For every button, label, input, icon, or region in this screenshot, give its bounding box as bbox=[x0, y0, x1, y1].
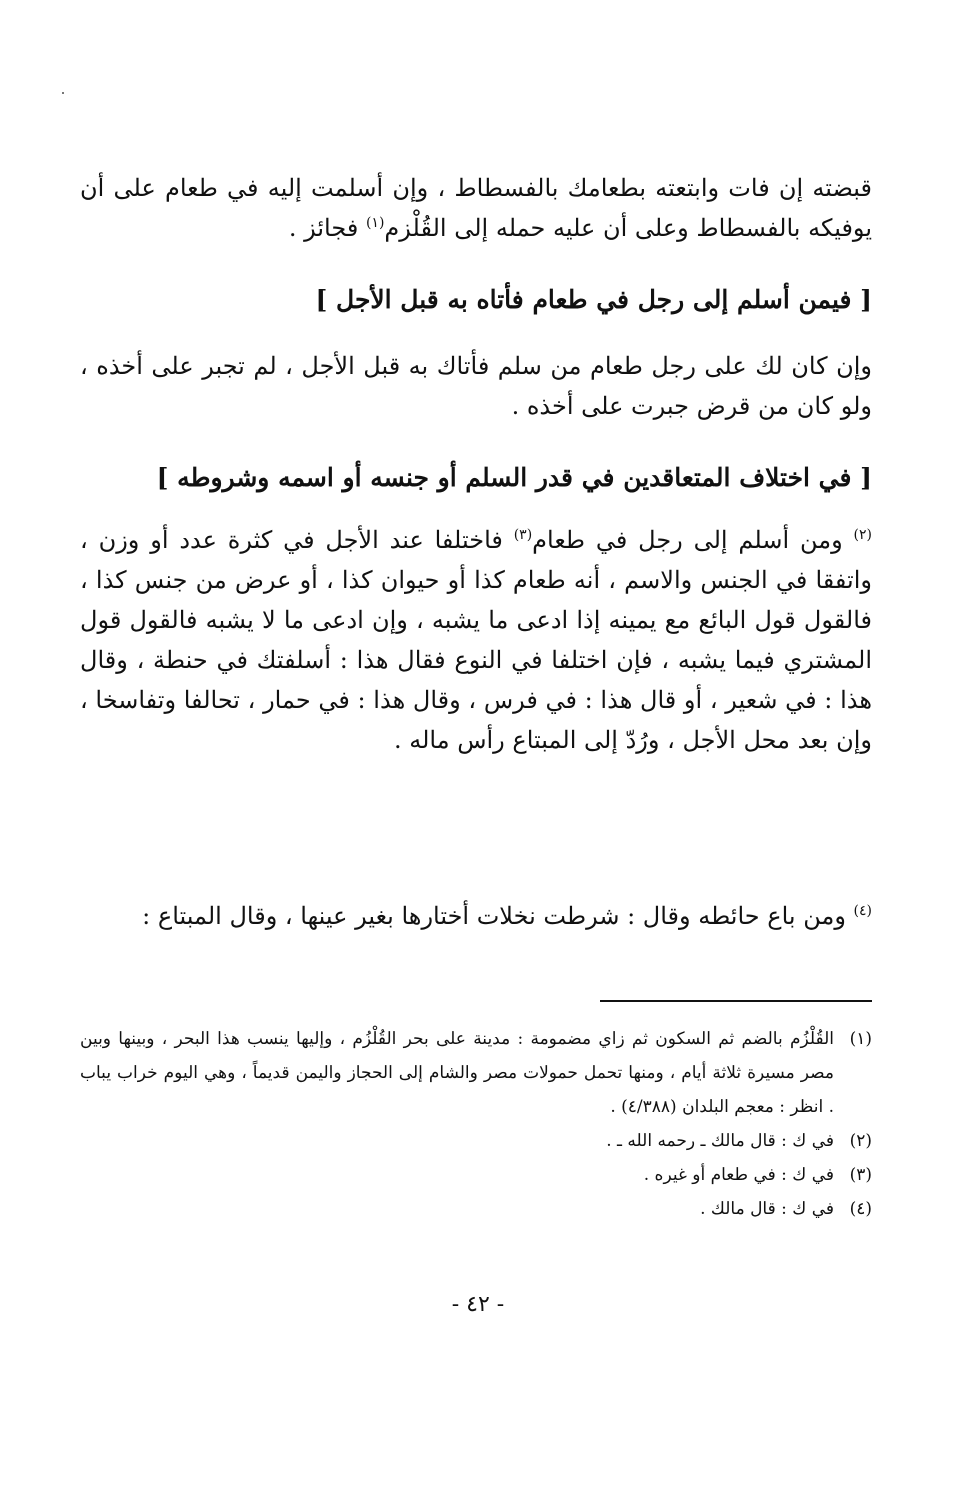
page-number: - ٤٢ - bbox=[451, 1292, 505, 1317]
paragraph-3-text-a: ومن أسلم إلى رجل في طعام bbox=[532, 526, 854, 554]
paragraph-1-end: فجائز . bbox=[288, 214, 366, 242]
scan-speck bbox=[62, 92, 64, 94]
footnote-2 bbox=[80, 1124, 872, 1158]
section-heading-1: [ فيمن أسلم إلى رجل في طعام فأتاه به قبل الأجل ] bbox=[315, 285, 872, 314]
footnote-number: (٤) bbox=[849, 1199, 872, 1219]
footnote-ref-1: (١) bbox=[365, 215, 385, 231]
footnote-text: في ك : قال مالك . bbox=[700, 1199, 834, 1219]
paragraph-1-text: قبضته إن فات وابتعته بطعامك بالفسطاط ، وإن أسلمت إليه في طعام على أن يوفيكه بالفسطاط وعلى أن عليه حمله إلى القُلْزم bbox=[80, 174, 872, 242]
footnote-ref-4: (٤) bbox=[853, 903, 872, 919]
paragraph-3 bbox=[80, 520, 872, 760]
footnote-text: القُلْزُم بالضم ثم السكون ثم زاي مضمومة : مدينة على بحر القُلْزُم ، وإليها ينسب هذا البحر ، وبينها وبين مصر مسيرة ثلاثة أيام ، ومنها تحمل حمولات مصر والشام إلى الحجاز واليمن قديماً ، وهي اليوم خراب يباب . انظر : معجم البلدان (٤/٣٨٨) . bbox=[80, 1029, 834, 1117]
footnote-separator bbox=[600, 1000, 872, 1002]
footnote-1 bbox=[80, 1022, 872, 1124]
paragraph-2-text: وإن كان لك على رجل طعام من سلم فأتاك به قبل الأجل ، لم تجبر على أخذه ، ولو كان من قرض جبرت على أخذه . bbox=[80, 352, 872, 420]
section-heading-2: [ في اختلاف المتعاقدين في قدر السلم أو جنسه أو اسمه وشروطه ] bbox=[156, 463, 872, 492]
footnote-ref-3: (٣) bbox=[513, 527, 533, 543]
footnote-number: (٢) bbox=[849, 1131, 872, 1151]
paragraph-4 bbox=[80, 896, 872, 936]
paragraph-1 bbox=[80, 168, 872, 248]
footnote-text: في ك : في طعام أو غيره . bbox=[643, 1165, 834, 1185]
paragraph-2 bbox=[80, 346, 872, 426]
footnote-text: في ك : قال مالك ـ رحمه الله ـ . bbox=[606, 1131, 834, 1151]
footnotes bbox=[80, 1022, 872, 1226]
paragraph-4-text: ومن باع حائطه وقال : شرطت نخلات أختارها بغير عينها ، وقال المبتاع : bbox=[142, 902, 854, 930]
footnote-ref-2: (٢) bbox=[853, 527, 872, 543]
footnote-number: (٣) bbox=[849, 1165, 872, 1185]
paragraph-3-text-b: فاختلفا عند الأجل في كثرة عدد أو وزن ، واتفقا في الجنس والاسم ، أنه طعام كذا أو حيوان كذا ، أو عرض من جنس كذا ، فالقول قول البائع مع يمينه إذا ادعى ما يشبه ، وإن ادعى ما لا يشبه فالقول قول المشتري فيما يشبه ، فإن اختلفا في النوع فقال هذا : أسلفتك في حنطة ، وقال هذا : في شعير ، أو قال هذا : في فرس ، وقال هذا : في حمار ، تحالفا وتفاسخا ، وإن بعد محل الأجل ، ورُدّ إلى المبتاع رأس ماله . bbox=[80, 526, 872, 754]
footnote-4 bbox=[80, 1192, 872, 1226]
footnote-3 bbox=[80, 1158, 872, 1192]
footnote-number: (١) bbox=[849, 1029, 872, 1049]
